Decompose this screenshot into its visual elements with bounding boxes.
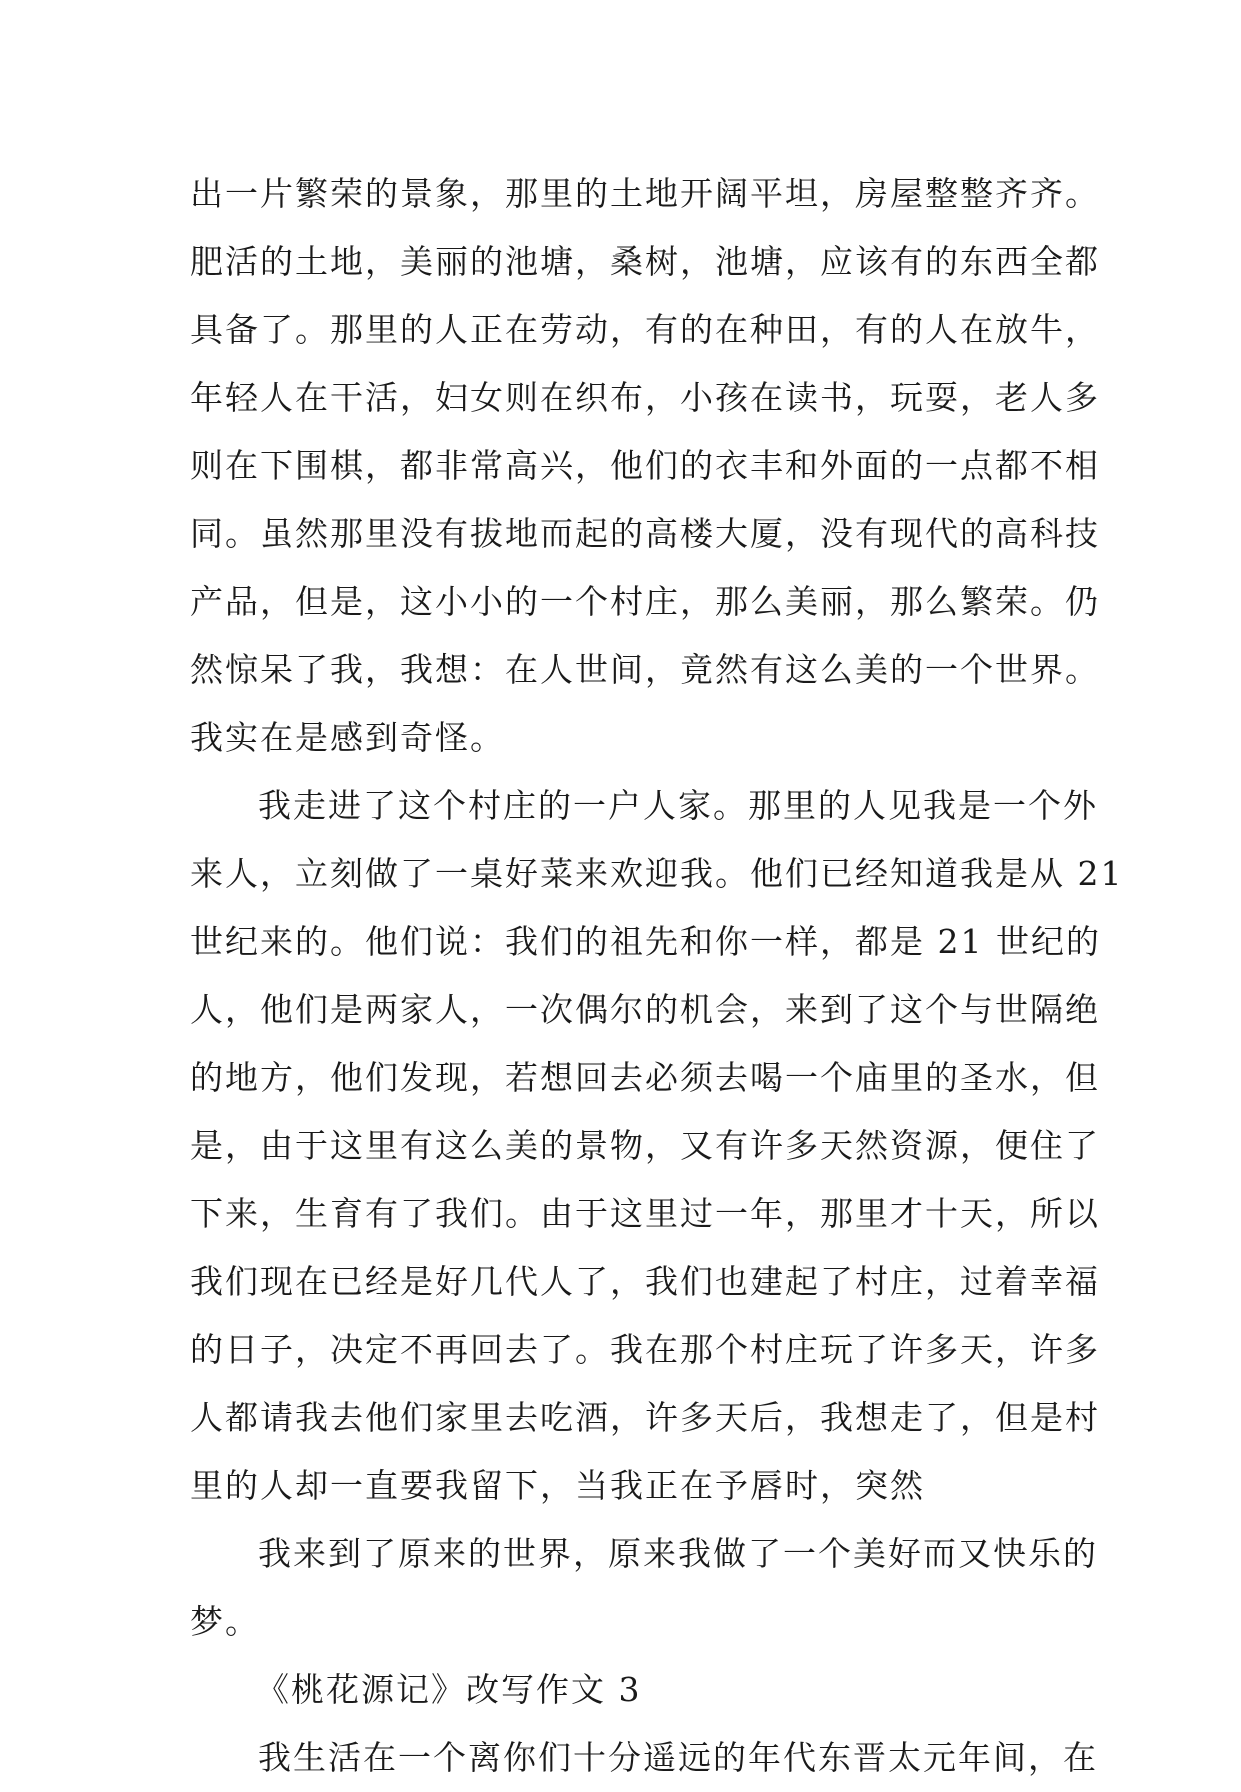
- text-line: 年轻人在干活，妇女则在织布，小孩在读书，玩耍，老人多: [190, 378, 1100, 417]
- text-line: 肥活的土地，美丽的池塘，桑树，池塘，应该有的东西全都: [190, 242, 1100, 281]
- section-heading: 《桃花源记》改写作文 3: [256, 1670, 642, 1709]
- text-line: 梦。: [190, 1602, 260, 1641]
- text-line: 人，他们是两家人，一次偶尔的机会，来到了这个与世隔绝: [190, 990, 1100, 1029]
- paragraph-first-line: 我生活在一个离你们十分遥远的年代东晋太元年间，在: [258, 1738, 1098, 1777]
- text-line: 我实在是感到奇怪。: [190, 718, 505, 757]
- text-line: 下来，生育有了我们。由于这里过一年，那里才十天，所以: [190, 1194, 1100, 1233]
- text-line: 的地方，他们发现，若想回去必须去喝一个庙里的圣水，但: [190, 1058, 1100, 1097]
- document-body: [190, 160, 1124, 1792]
- text-line: 人都请我去他们家里去吃酒，许多天后，我想走了，但是村: [190, 1398, 1100, 1437]
- text-line: 则在下围棋，都非常高兴，他们的衣丰和外面的一点都不相: [190, 446, 1100, 485]
- text-line: 世纪来的。他们说：我们的祖先和你一样，都是 21 世纪的: [190, 922, 1101, 961]
- text-line: 具备了。那里的人正在劳动，有的在种田，有的人在放牛，: [190, 310, 1100, 349]
- text-line: 里的人却一直要我留下，当我正在予唇时，突然: [190, 1466, 925, 1505]
- text-line: 产品，但是，这小小的一个村庄，那么美丽，那么繁荣。仍: [190, 582, 1100, 621]
- text-line: 是，由于这里有这么美的景物，又有许多天然资源，便住了: [190, 1126, 1100, 1165]
- paragraph-first-line: 我走进了这个村庄的一户人家。那里的人见我是一个外: [258, 786, 1098, 825]
- text-line: 的日子，决定不再回去了。我在那个村庄玩了许多天，许多: [190, 1330, 1100, 1369]
- text-line: 我们现在已经是好几代人了，我们也建起了村庄，过着幸福: [190, 1262, 1100, 1301]
- text-line: 同。虽然那里没有拔地而起的高楼大厦，没有现代的高科技: [190, 514, 1100, 553]
- text-line: 出一片繁荣的景象，那里的土地开阔平坦，房屋整整齐齐。: [190, 174, 1100, 213]
- paragraph-first-line: 我来到了原来的世界，原来我做了一个美好而又快乐的: [258, 1534, 1098, 1573]
- text-line: 来人，立刻做了一桌好菜来欢迎我。他们已经知道我是从 21: [190, 854, 1124, 893]
- text-line: 然惊呆了我，我想：在人世间，竟然有这么美的一个世界。: [190, 650, 1100, 689]
